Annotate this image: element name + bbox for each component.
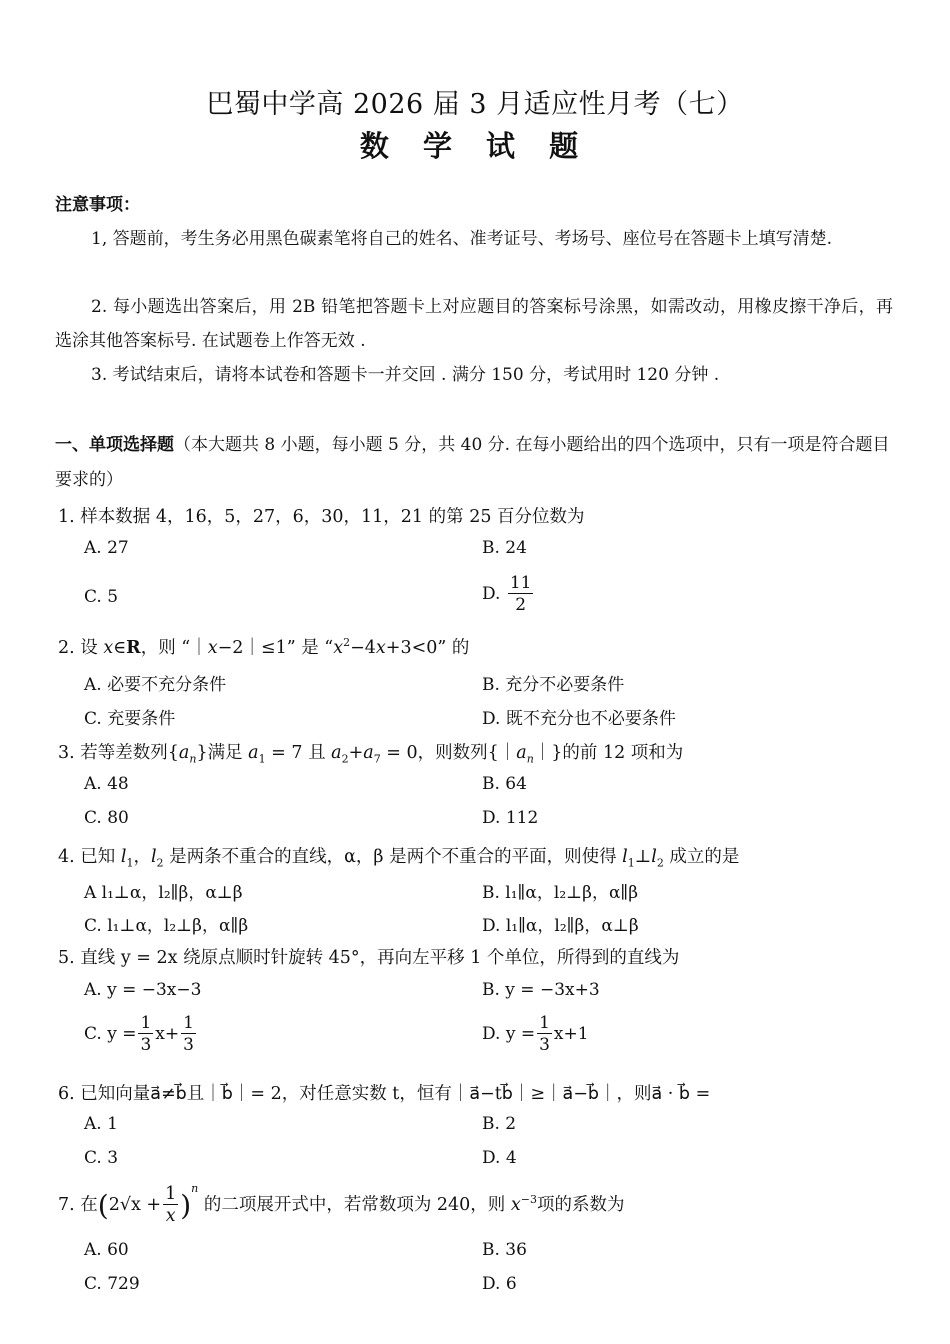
- q7-option-b: B. 36: [482, 1240, 527, 1260]
- q3-option-c: C. 80: [84, 808, 129, 828]
- question-2-stem: 2. 设 x∈R，则 “｜x−2｜≤1” 是 “$x^2-4x+3<0$” 的: [58, 636, 470, 658]
- q4-option-d: D. l₁∥α，l₂∥β，α⊥β: [482, 916, 639, 936]
- q3-option-a: A. 48: [84, 774, 129, 794]
- q2-option-c: C. 充要条件: [84, 709, 176, 729]
- question-3-stem: 3. 若等差数列$\{a_n\}$满足 $a_1 = 7$ 且 $a_2+a_7 = 0$，则数列$\{|a_n|\}$的前 12 项和为: [58, 743, 684, 766]
- q1-option-a: A. 27: [84, 538, 129, 558]
- q6-option-d: D. 4: [482, 1148, 517, 1168]
- q2-option-a: A. 必要不充分条件: [84, 675, 227, 695]
- q3-option-d: D. 112: [482, 808, 539, 828]
- exam-title: 巴蜀中学高 2026 届 3 月适应性月考（七）: [206, 89, 744, 120]
- question-4-stem: 4. 已知 $l_1$，$l_2$ 是两条不重合的直线，α，β 是两个不重合的平面，则使得 $l_1\perp l_2$ 成立的是: [58, 847, 740, 870]
- q4-option-b: B. l₁∥α，l₂⊥β，α∥β: [482, 883, 639, 903]
- q1-option-d-label: D.: [482, 584, 501, 604]
- q6-option-c: C. 3: [84, 1148, 119, 1168]
- q1-option-b: B. 24: [482, 538, 527, 558]
- q2-option-d: D. 既不充分也不必要条件: [482, 709, 676, 729]
- q4-option-a: A l₁⊥α，l₂∥β，α⊥β: [84, 883, 243, 903]
- q4-option-c: C. l₁⊥α，l₂⊥β，α∥β: [84, 916, 249, 936]
- q7-option-a: A. 60: [84, 1240, 129, 1260]
- q1-option-c: C. 5: [84, 587, 119, 607]
- q5-option-d: D. y = $\frac{1}{3}$ x+1: [482, 1013, 589, 1055]
- note-item-3: 3. 考试结束后，请将本试卷和答题卡一并交回 . 满分 150 分，考试用时 120 分钟 .: [91, 365, 720, 385]
- q1-option-d: [482, 573, 535, 616]
- q1-option-d-fraction: $\frac{11}{2}$: [509, 573, 532, 615]
- q2-option-b: B. 充分不必要条件: [482, 675, 625, 695]
- notes-heading: 注意事项：: [55, 195, 140, 215]
- question-1-stem: 1. 样本数据 4，16，5，27，6，30，11，21 的第 25 百分位数为: [58, 507, 585, 527]
- section-label: 一、单项选择题: [55, 435, 174, 455]
- q6-option-b: B. 2: [482, 1114, 517, 1134]
- q3-option-b: B. 64: [482, 774, 527, 794]
- section-heading: [55, 428, 900, 498]
- q5-option-b: B. y = −3x+3: [482, 980, 600, 1000]
- note-item-2: 2. 每小题选出答案后，用 2B 铅笔把答题卡上对应题目的答案标号涂黑，如需改动，用橡皮擦干净后，再选涂其他答案标号. 在试题卷上作答无效 .: [55, 297, 893, 351]
- q5-option-c: C. y = $\frac{1}{3}$ x+ $\frac{1}{3}$: [84, 1013, 194, 1055]
- q6-option-a: A. 1: [84, 1114, 118, 1134]
- note-item-1: 1, 答题前，考生务必用黑色碳素笔将自己的姓名、准考证号、考场号、座位号在答题卡上填写清楚.: [91, 229, 833, 249]
- question-6-stem: 6. 已知向量a⃗≠b⃗且｜b⃗｜= 2，对任意实数 t，恒有｜a⃗−tb⃗｜≥｜a⃗−b⃗｜，则a⃗ · b⃗ =: [58, 1084, 711, 1104]
- question-5-stem: 5. 直线 y = 2x 绕原点顺时针旋转 45°，再向左平移 1 个单位，所得到的直线为: [58, 948, 680, 968]
- q7-option-c: C. 729: [84, 1274, 140, 1294]
- question-7-stem: 7. 在(2√x + $\frac{1}{x}$ )$^n$ 的二项展开式中，若常数项为 240，则 $x^{-3}$项的系数为: [58, 1182, 625, 1226]
- section-description: （本大题共 8 小题，每小题 5 分，共 40 分. 在每小题给出的四个选项中，只有一项是符合题目要求的）: [55, 435, 890, 490]
- q5-option-a: A. y = −3x−3: [84, 980, 202, 1000]
- exam-subject-title: 数 学 试 题: [359, 129, 591, 163]
- q7-option-d: D. 6: [482, 1274, 517, 1294]
